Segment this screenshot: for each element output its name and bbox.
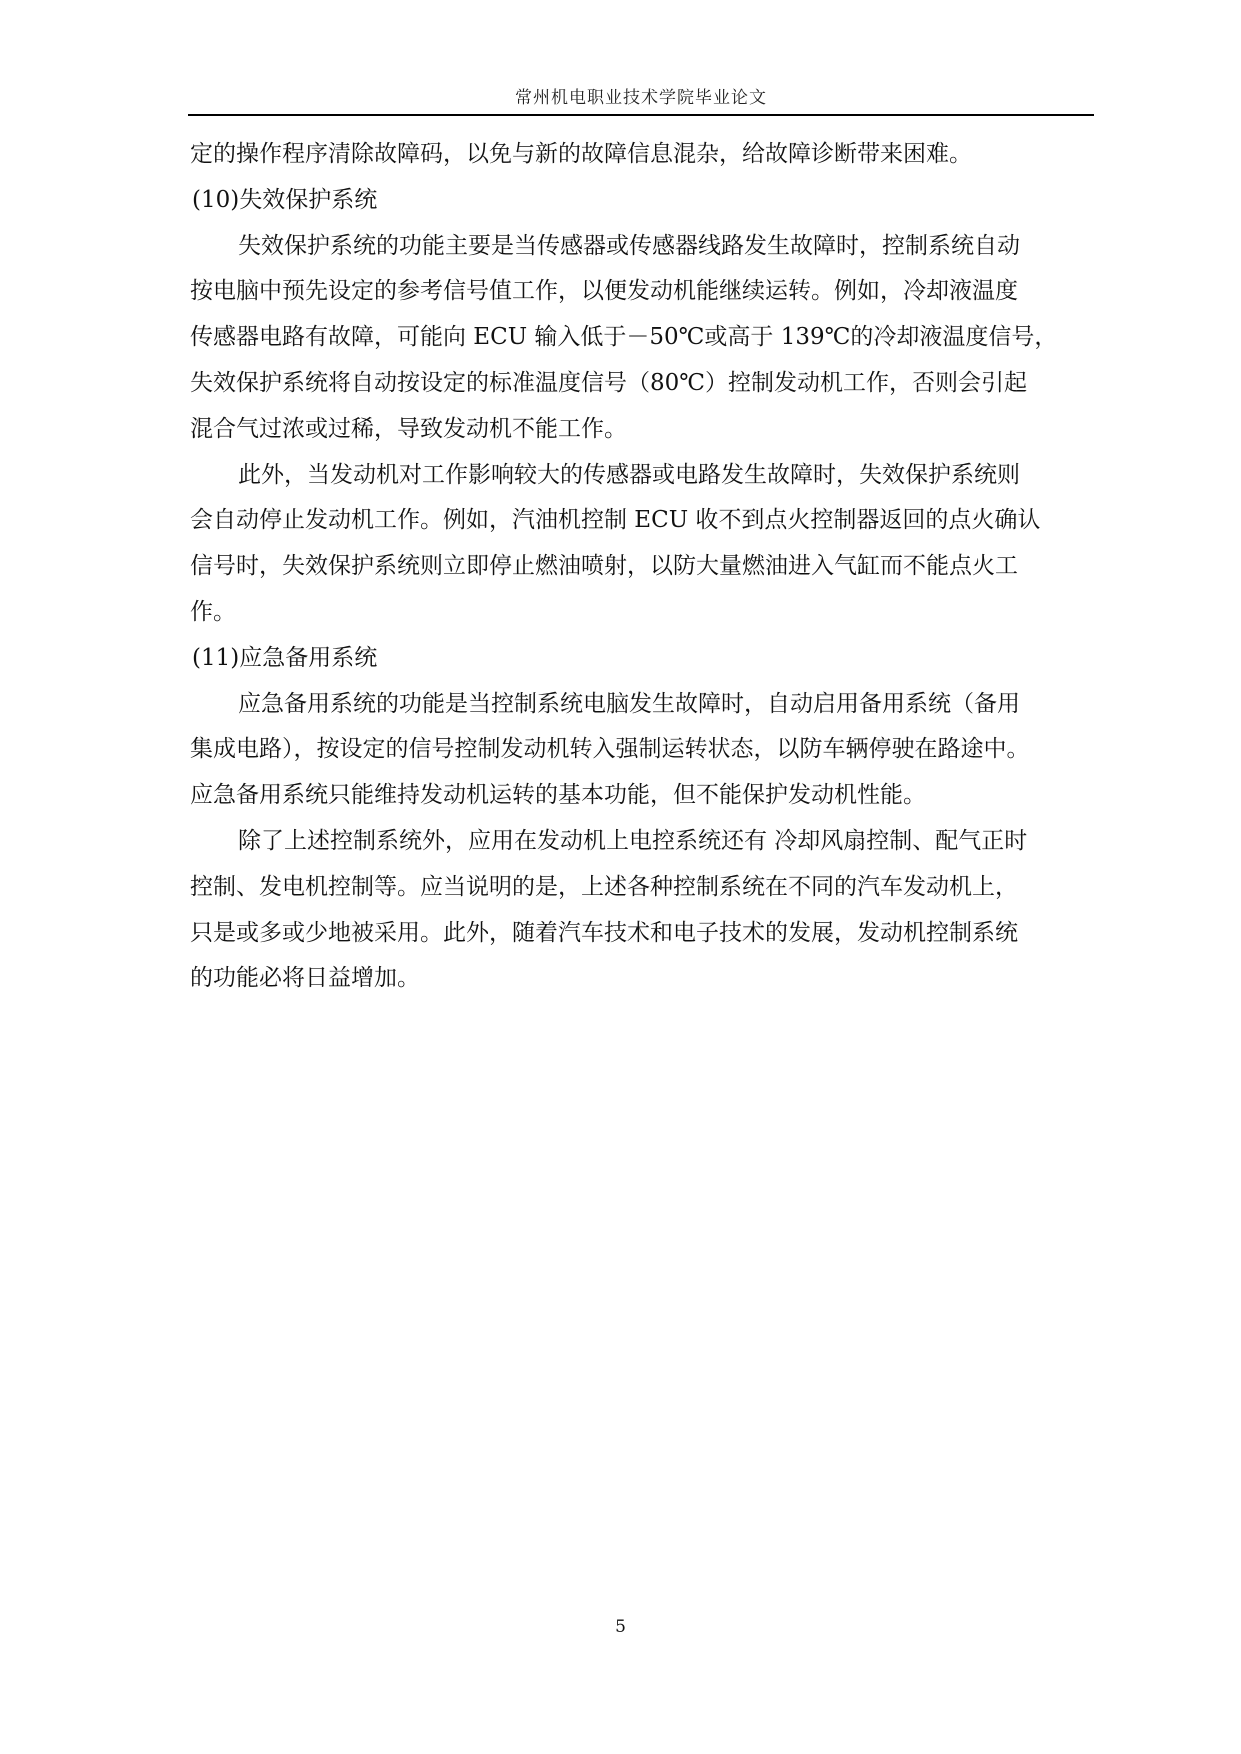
paragraph-line: 应急备用系统的功能是当控制系统电脑发生故障时，自动启用备用系统（备用 (238, 690, 1020, 717)
page-header (188, 82, 1094, 116)
paragraph-line: 集成电路），按设定的信号控制发动机转入强制运转状态，以防车辆停驶在路途中。 (190, 736, 1030, 763)
paragraph-line: 信号时，失效保护系统则立即停止燃油喷射，以防大量燃油进入气缸而不能点火工 (190, 553, 1018, 580)
paragraph-line: 按电脑中预先设定的参考信号值工作，以便发动机能继续运转。例如，冷却液温度 (190, 278, 1018, 305)
paragraph-line: 传感器电路有故障，可能向 ECU 输入低于－50℃或高于 139℃的冷却液温度信号， (190, 324, 1058, 351)
paragraph-line: 只是或多或少地被采用。此外，随着汽车技术和电子技术的发展，发动机控制系统 (190, 919, 1018, 946)
paragraph-line: 应急备用系统只能维持发动机运转的基本功能，但不能保护发动机性能。 (190, 782, 926, 809)
paragraph-line: 的功能必将日益增加。 (190, 965, 420, 992)
paragraph-line: 混合气过浓或过稀，导致发动机不能工作。 (190, 415, 627, 442)
document-body (190, 132, 1092, 1002)
section-heading-11: (11)应急备用系统 (192, 644, 378, 671)
paragraph-line: 失效保护系统的功能主要是当传感器或传感器线路发生故障时，控制系统自动 (238, 232, 1020, 259)
section-heading-10: (10)失效保护系统 (192, 186, 378, 213)
paragraph-line: 失效保护系统将自动按设定的标准温度信号（80℃）控制发动机工作，否则会引起 (190, 369, 1027, 396)
paragraph-line: 此外，当发动机对工作影响较大的传感器或电路发生故障时，失效保护系统则 (238, 461, 1020, 488)
paragraph-line: 作。 (190, 598, 236, 625)
header-title: 常州机电职业技术学院毕业论文 (515, 88, 767, 108)
paragraph-line: 定的操作程序清除故障码，以免与新的故障信息混杂，给故障诊断带来困难。 (190, 141, 972, 167)
paragraph-line: 控制、发电机控制等。应当说明的是，上述各种控制系统在不同的汽车发动机上， (190, 873, 1018, 900)
paragraph-line: 会自动停止发动机工作。例如，汽油机控制 ECU 收不到点火控制器返回的点火确认 (190, 507, 1041, 534)
paragraph-line: 除了上述控制系统外，应用在发动机上电控系统还有 冷却风扇控制、配气正时 (238, 827, 1028, 854)
page-number: 5 (615, 1617, 626, 1637)
